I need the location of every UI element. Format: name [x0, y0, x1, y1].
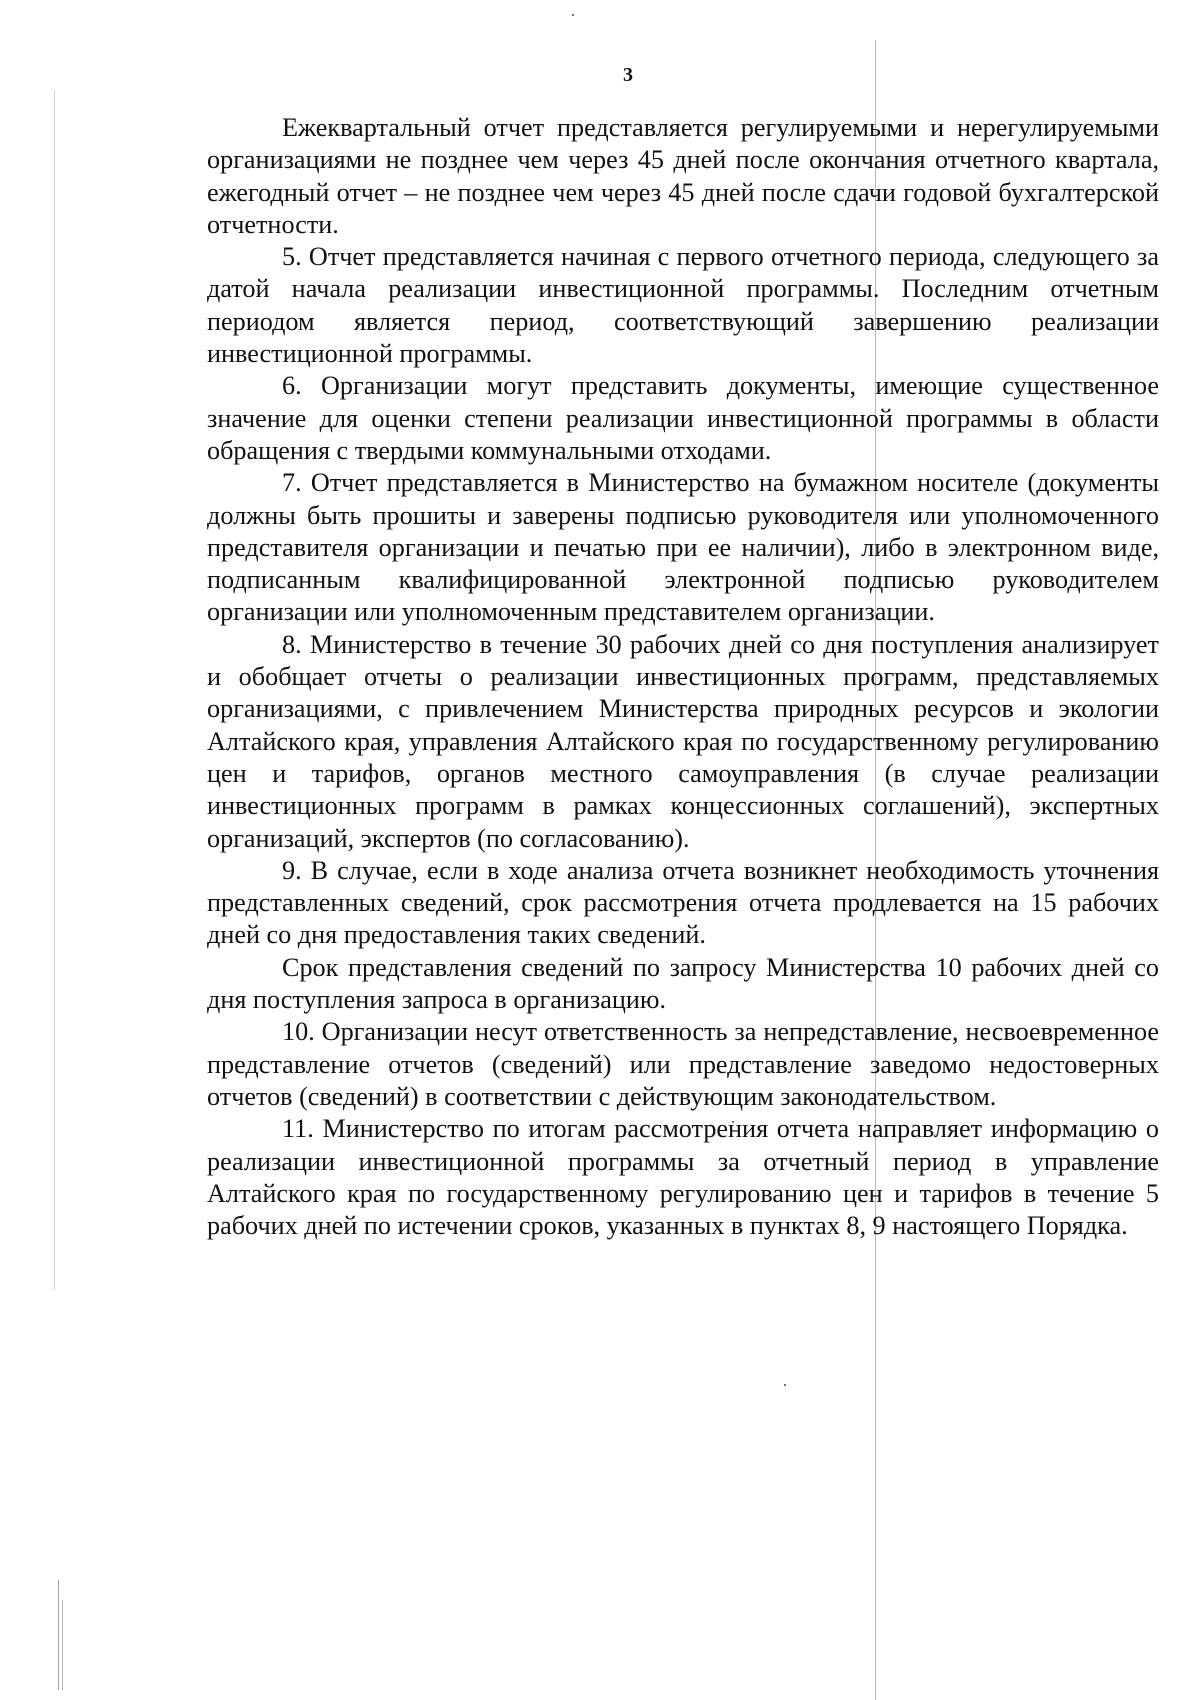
scan-artifact-dot	[572, 14, 574, 16]
paragraph-item-7: 7. Отчет представляется в Министерство на бумажном носителе (документы должны быть прошиты и заверены подписью руководителя или уполномоченного представителя организации и печатью при ее наличии), либо в электронном виде, подписанным квалифицированной электронной подписью руководителем организации или уполномоченным представителем организации.	[207, 468, 1159, 627]
paragraph-item-8: 8. Министерство в течение 30 рабочих дней со дня поступления анализирует и обобщает отчеты о реализации инвестиционных программ, представляемых организациями, с привлечением Министерства природных ресурсов и экологии Алтайского края, управления Алтайского края по государственному регулированию цен и тарифов, органов местного самоуправления (в случае реализации инвестиционных программ в рамках концессионных соглашений), экспертных организаций, экспертов (по согласованию).	[207, 629, 1159, 853]
scan-artifact-left-edge-lower	[58, 1580, 59, 1690]
scan-artifact-dot	[784, 1384, 786, 1386]
scan-artifact-left-edge-lower-2	[62, 1600, 63, 1690]
page-number: 3	[623, 64, 633, 86]
paragraph-item-11: 11. Министерство по итогам рассмотрения отчета направляет информацию о реализации инвестиционной программы за отчетный период в управление Алтайского края по государственному регулированию цен и тарифов в течение 5 рабочих дней по истечении сроков, указанных в пунктах 8, 9 настоящего Порядка.	[207, 1114, 1159, 1241]
paragraph-item-5: 5. Отчет представляется начиная с первого отчетного периода, следующего за датой начала реализации инвестиционной программы. Последним отчетным периодом является период, соответствующий завершению реализации инвестиционной программы.	[207, 242, 1159, 369]
document-body	[207, 112, 1159, 1242]
paragraph-deadline-info: Срок представления сведений по запросу Министерства 10 рабочих дней со дня поступления запроса в организацию.	[207, 952, 1159, 1015]
scan-artifact-left-edge	[54, 90, 55, 1290]
paragraph-quarterly-report: Ежеквартальный отчет представляется регулируемыми и нерегулируемыми организациями не позднее чем через 45 дней после окончания отчетного квартала, ежегодный отчет – не позднее чем через 45 дней после сдачи годовой бухгалтерской отчетности.	[207, 113, 1159, 239]
paragraph-item-9: 9. В случае, если в ходе анализа отчета возникнет необходимость уточнения представленных сведений, срок рассмотрения отчета продлевается на 15 рабочих дней со дня предоставления таких сведений.	[207, 855, 1159, 950]
paragraph-item-10: 10. Организации несут ответственность за непредставление, несвоевременное представление отчетов (сведений) или представление заведомо недостоверных отчетов (сведений) в соответствии с действующим законодательством.	[207, 1017, 1159, 1111]
paragraph-item-6: 6. Организации могут представить документы, имеющие существенное значение для оценки степени реализации инвестиционной программы в области обращения с твердыми коммунальными отходами.	[207, 371, 1159, 465]
